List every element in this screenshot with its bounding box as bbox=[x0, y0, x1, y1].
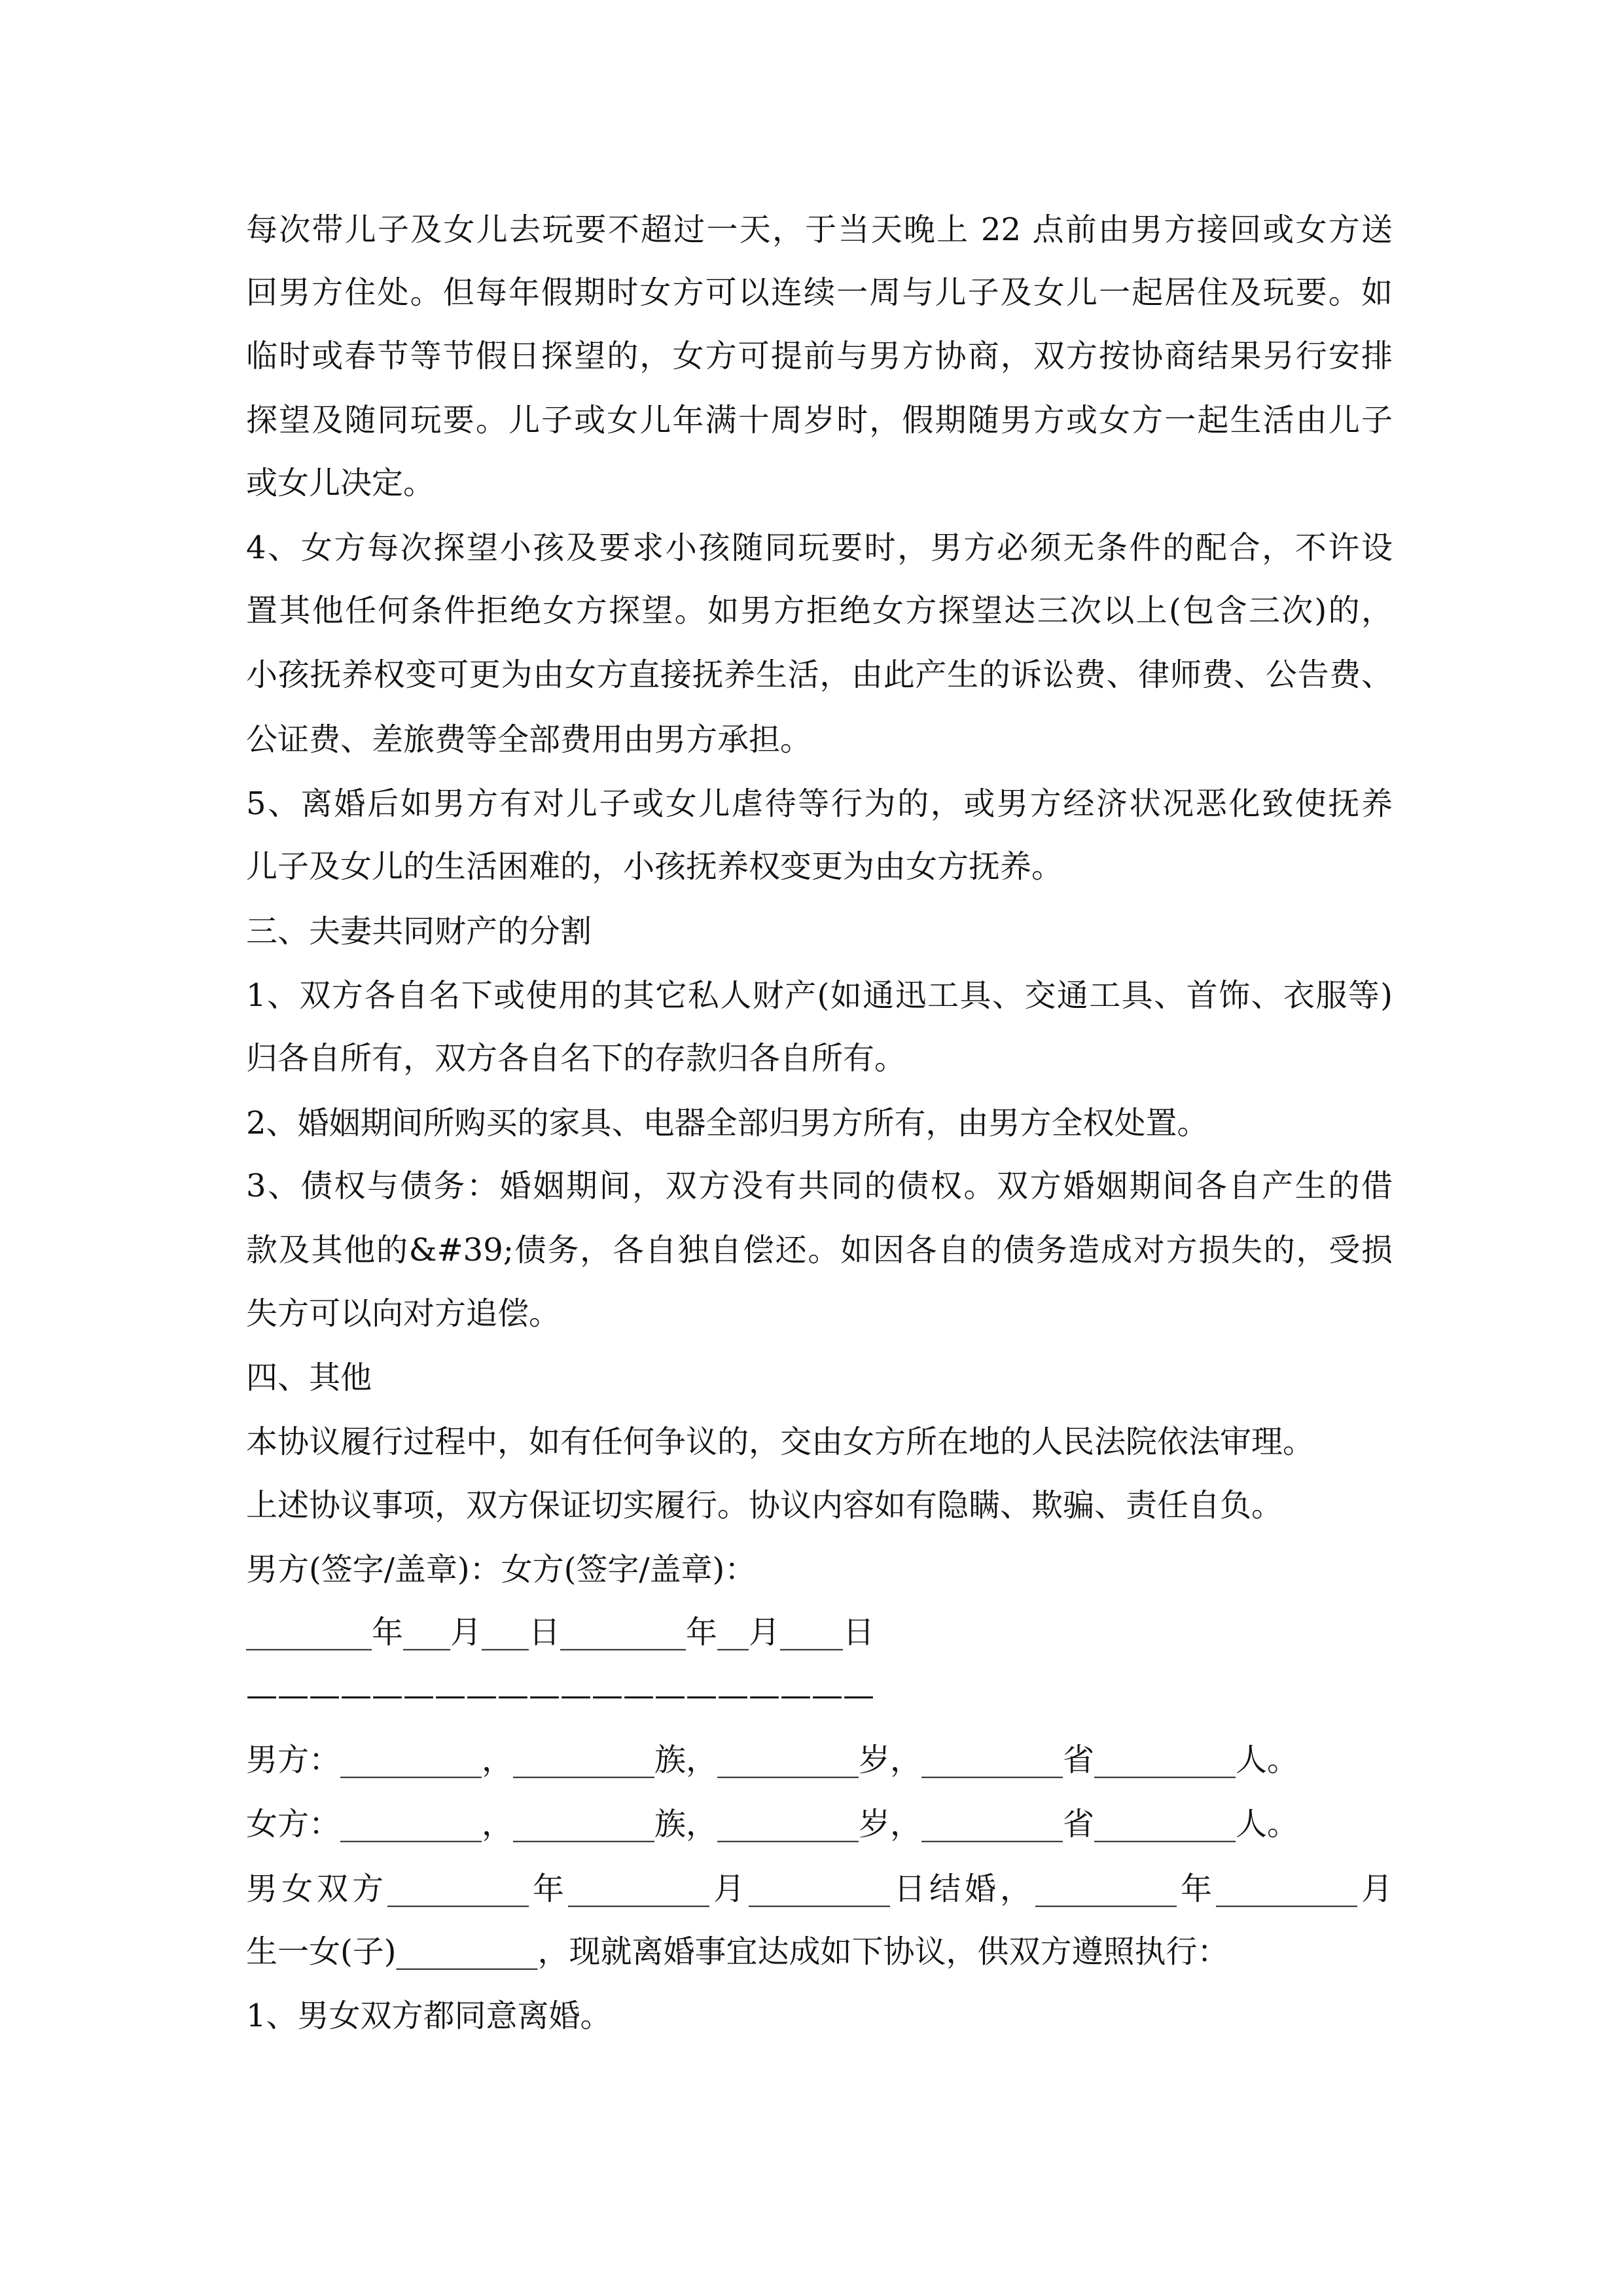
text-line: 本协议履行过程中，如有任何争议的，交由女方所在地的人民法院依法审理。 bbox=[246, 1424, 1315, 1460]
text-line: 男方(签字/盖章)：女方(签字/盖章)： bbox=[246, 1551, 757, 1588]
text-line: 男女双方_________年_________月_________日结婚，_________年_________月 bbox=[246, 1871, 1393, 1907]
text-line: ________年___月___日________年__月____日 bbox=[246, 1614, 875, 1651]
text-line: 归各自所有，双方各自名下的存款归各自所有。 bbox=[246, 1040, 906, 1077]
text-line: 上述协议事项，双方保证切实履行。协议内容如有隐瞒、欺骗、责任自负。 bbox=[246, 1487, 1283, 1524]
text-line: 公证费、差旅费等全部费用由男方承担。 bbox=[246, 721, 812, 758]
text-line: 三、夫妻共同财产的分割 bbox=[246, 913, 592, 950]
text-line: 2、婚姻期间所购买的家具、电器全部归男方所有，由男方全权处置。 bbox=[246, 1105, 1209, 1141]
text-line: 儿子及女儿的生活困难的，小孩抚养权变更为由女方抚养。 bbox=[246, 848, 1063, 885]
text-line: 或女儿决定。 bbox=[246, 465, 435, 501]
text-line: 回男方住处。但每年假期时女方可以连续一周与儿子及女儿一起居住及玩要。如 bbox=[246, 274, 1393, 311]
text-line: 款及其他的&#39;债务，各自独自偿还。如因各自的债务造成对方损失的，受损 bbox=[246, 1232, 1393, 1268]
text-line: 5、离婚后如男方有对儿子或女儿虐待等行为的，或男方经济状况恶化致使抚养 bbox=[246, 785, 1393, 822]
text-line: 每次带儿子及女儿去玩要不超过一天，于当天晚上 22 点前由男方接回或女方送 bbox=[246, 211, 1393, 248]
text-line: 生一女(子)_________，现就离婚事宜达成如下协议，供双方遵照执行： bbox=[246, 1933, 1229, 1970]
text-line: 女方：_________，_________族，_________岁，_________省_________人。 bbox=[246, 1806, 1299, 1842]
text-line: 1、双方各自名下或使用的其它私人财产(如通迅工具、交通工具、首饰、衣服等) bbox=[246, 977, 1393, 1014]
text-line: 探望及随同玩要。儿子或女儿年满十周岁时，假期随男方或女方一起生活由儿子 bbox=[246, 402, 1393, 439]
text-line: 1、男女双方都同意离婚。 bbox=[246, 1998, 612, 2034]
text-line: 3、债权与债务：婚姻期间，双方没有共同的债权。双方婚姻期间各自产生的借 bbox=[246, 1168, 1393, 1204]
text-line: 男方：_________，_________族，_________岁，_________省_________人。 bbox=[246, 1742, 1299, 1778]
text-line: ———————————————————— bbox=[246, 1677, 874, 1713]
text-line: 临时或春节等节假日探望的，女方可提前与男方协商，双方按协商结果另行安排 bbox=[246, 338, 1393, 374]
text-line: 小孩抚养权变可更为由女方直接抚养生活，由此产生的诉讼费、律师费、公告费、 bbox=[246, 656, 1393, 693]
text-line: 四、其他 bbox=[246, 1359, 372, 1396]
text-line: 置其他任何条件拒绝女方探望。如男方拒绝女方探望达三次以上(包含三次)的， bbox=[246, 592, 1393, 629]
text-line: 4、女方每次探望小孩及要求小孩随同玩要时，男方必须无条件的配合，不许设 bbox=[246, 529, 1393, 566]
text-line: 失方可以向对方追偿。 bbox=[246, 1295, 561, 1332]
